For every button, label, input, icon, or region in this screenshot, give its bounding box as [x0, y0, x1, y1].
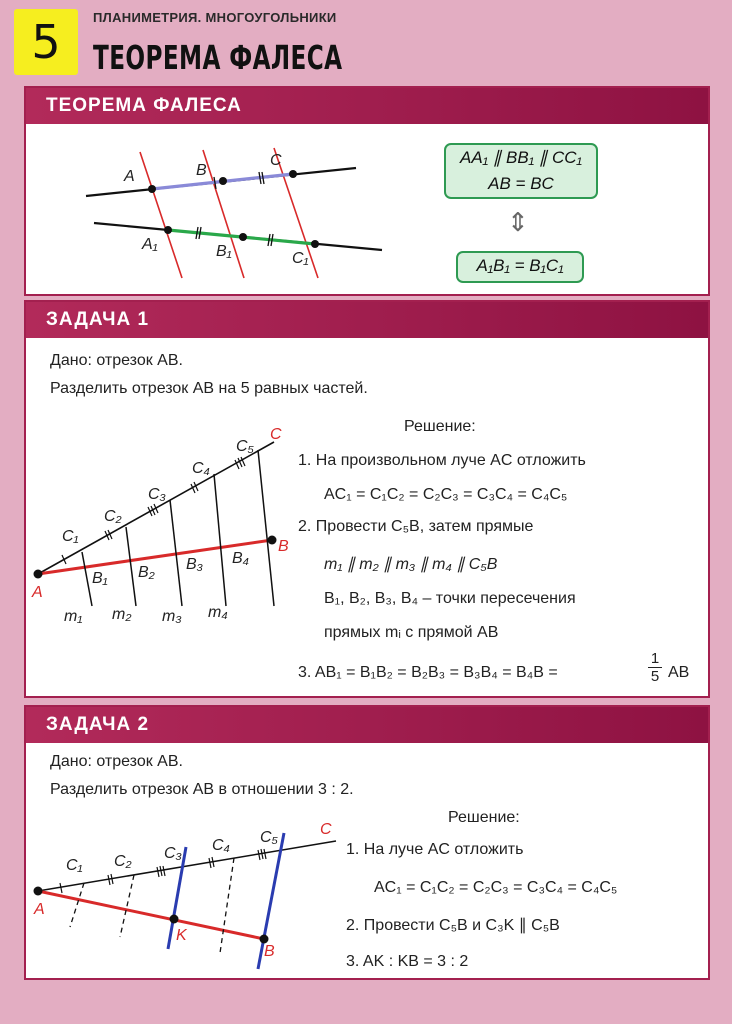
- task2-step2: 2. Провести C₅B и C₃K ∥ C₅B: [346, 917, 560, 934]
- task1-step1: 1. На произвольном луче AC отложить: [298, 452, 586, 469]
- theorem-conclusion-box: [456, 251, 584, 283]
- t1-label-C: C: [270, 426, 282, 443]
- task1-solution-title: Решение:: [404, 418, 476, 435]
- task2-panel: [24, 705, 710, 980]
- t1-label-B4: B₄: [232, 550, 250, 567]
- t2-label-C: C: [320, 821, 332, 838]
- t1-label-C2: C₂: [104, 508, 122, 525]
- condition-equal: AB = BC: [488, 174, 554, 193]
- task2-solution-title: Решение:: [448, 809, 520, 826]
- page-number: 5: [14, 9, 78, 75]
- t1-label-B1: B₁: [92, 570, 108, 587]
- task1-panel: [24, 300, 710, 698]
- equivalence-arrow-icon: ⇕: [507, 207, 529, 237]
- label-B1: B₁: [216, 243, 232, 260]
- task2-step1: 1. На луче AC отложить: [346, 841, 524, 858]
- t2-label-K: K: [176, 927, 187, 944]
- label-B: B: [196, 162, 207, 179]
- t1-label-B3: B₃: [186, 556, 204, 573]
- page-subtitle: ПЛАНИМЕТРИЯ. МНОГОУГОЛЬНИКИ: [93, 10, 337, 25]
- label-A1: A₁: [142, 236, 158, 253]
- t1-label-B: B: [278, 538, 289, 555]
- label-C: C: [270, 152, 282, 169]
- theorem-heading: ТЕОРЕМА ФАЛЕСА: [26, 88, 708, 124]
- task1-step1-formula: AC₁ = C₁C₂ = C₂C₃ = C₃C₄ = C₄C₅: [324, 486, 568, 503]
- task1-given: Дано: отрезок AB.: [50, 352, 183, 369]
- t1-label-A: A: [32, 584, 43, 601]
- page-title: ТЕОРЕМА ФАЛЕСА: [93, 38, 343, 77]
- theorem-panel: [24, 86, 710, 296]
- task2-statement: Разделить отрезок AB в отношении 3 : 2.: [50, 781, 354, 798]
- t2-label-B: B: [264, 943, 275, 960]
- thales-diagram: [26, 88, 712, 298]
- task1-step2: 2. Провести C₅B, затем прямые: [298, 518, 534, 535]
- t1-label-C4: C₄: [192, 460, 210, 477]
- t1-label-C1: C₁: [62, 528, 79, 545]
- condition-parallel: AA₁ ∥ BB₁ ∥ CC₁: [460, 148, 582, 167]
- t2-label-C1: C₁: [66, 857, 83, 874]
- t1-label-C5: C₅: [236, 438, 254, 455]
- task1-step2-parallels: m₁ ∥ m₂ ∥ m₃ ∥ m₄ ∥ C₅B: [324, 556, 498, 573]
- t2-label-C3: C₃: [164, 845, 182, 862]
- task1-heading: ЗАДАЧА 1: [26, 302, 708, 338]
- task2-heading: ЗАДАЧА 2: [26, 707, 708, 743]
- t1-label-m4: m₄: [208, 604, 228, 621]
- task1-step2-points: B₁, B₂, B₃, B₄ – точки пересечения: [324, 590, 576, 607]
- theorem-condition-box: [444, 143, 598, 199]
- task2-given: Дано: отрезок AB.: [50, 753, 183, 770]
- task1-step3-end: AB: [668, 664, 690, 681]
- t2-label-C4: C₄: [212, 837, 230, 854]
- fraction-numerator: 1: [648, 650, 662, 668]
- task2-step3: 3. AK : KB = 3 : 2: [346, 953, 469, 970]
- t2-label-A: A: [34, 901, 45, 918]
- conclusion-text: A₁B₁ = B₁C₁: [476, 256, 564, 275]
- t2-label-C2: C₂: [114, 853, 132, 870]
- t1-label-m1: m₁: [64, 608, 83, 625]
- task1-step2-lines: прямых mᵢ с прямой AB: [324, 624, 499, 641]
- label-C1: C₁: [292, 250, 309, 267]
- t1-label-m2: m₂: [112, 606, 132, 623]
- t1-label-B2: B₂: [138, 564, 155, 581]
- task2-step1-formula: AC₁ = C₁C₂ = C₂C₃ = C₃C₄ = C₄C₅: [374, 879, 618, 896]
- task1-fraction: [648, 650, 662, 685]
- label-A: A: [124, 168, 135, 185]
- t1-label-m3: m₃: [162, 608, 182, 625]
- task1-statement: Разделить отрезок AB на 5 равных частей.: [50, 380, 368, 397]
- task1-step3: 3. AB₁ = B₁B₂ = B₂B₃ = B₃B₄ = B₄B =: [298, 664, 558, 681]
- fraction-denominator: 5: [650, 668, 660, 685]
- t1-label-C3: C₃: [148, 486, 166, 503]
- t2-label-C5: C₅: [260, 829, 278, 846]
